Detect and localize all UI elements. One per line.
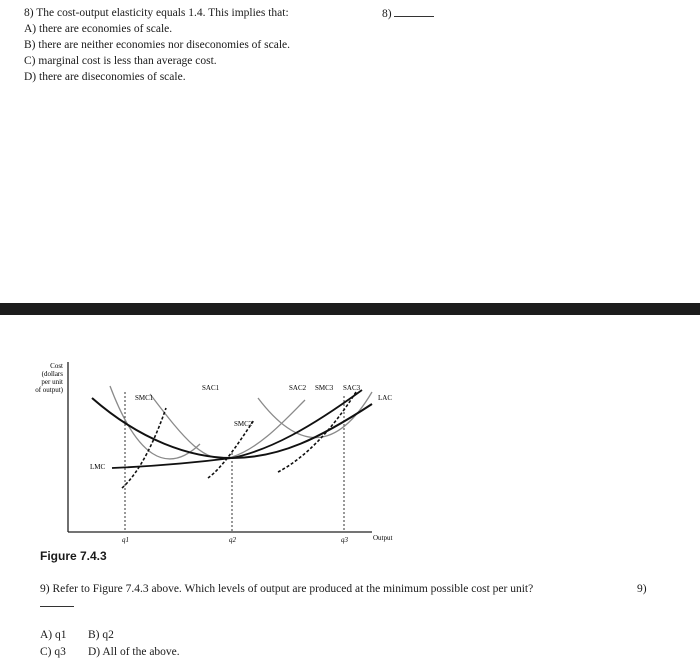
question-9-option-d: D) All of the above.: [88, 646, 180, 658]
question-9-stem: 9) Refer to Figure 7.4.3 above. Which levels of output are produced at the minimum possible cost per unit?: [40, 583, 534, 595]
question-8-option-c: C) marginal cost is less than average cost.: [24, 55, 217, 67]
sac1-label: SAC1: [202, 384, 220, 392]
sac3-label: SAC3: [343, 384, 361, 392]
tick-q2: q2: [229, 536, 236, 544]
tick-q1: q1: [122, 536, 129, 544]
question-9-option-a: A) q1: [40, 629, 67, 641]
question-9-option-c: C) q3: [40, 646, 66, 658]
lac-label: LAC: [378, 394, 392, 402]
y-axis-label-line3: per unit: [41, 378, 63, 386]
figure-caption: Figure 7.4.3: [40, 549, 107, 563]
question-8-option-a: A) there are economies of scale.: [24, 23, 173, 35]
question-9-number-tag: 9): [637, 583, 647, 595]
smc2-curve: [208, 420, 254, 478]
page-divider: [0, 303, 700, 315]
question-8-answer-slot: [382, 6, 434, 22]
question-8-number-tag: 8): [382, 8, 392, 20]
y-axis-label-line2: (dollars: [41, 370, 63, 378]
x-axis-label: Output: [373, 534, 393, 542]
y-axis-label-line4: of output): [35, 386, 63, 394]
lac-curve: [92, 398, 372, 458]
lmc-label: LMC: [90, 463, 106, 471]
cost-curves-figure: [0, 340, 700, 560]
y-axis-label-line1: Cost: [50, 362, 63, 370]
question-8-option-d: D) there are diseconomies of scale.: [24, 71, 186, 83]
tick-q3: q3: [341, 536, 348, 544]
question-8-option-b: B) there are neither economies nor diseconomies of scale.: [24, 39, 290, 51]
sac2-curve: [150, 394, 305, 458]
answer-blank[interactable]: [394, 6, 434, 17]
smc1-curve: [122, 408, 166, 488]
smc1-label: SMC1: [135, 394, 154, 402]
smc3-label: SMC3: [315, 384, 334, 392]
sac2-label: SAC2: [289, 384, 307, 392]
answer-blank[interactable]: [40, 606, 74, 607]
question-8-stem: 8) The cost-output elasticity equals 1.4. This implies that:: [24, 7, 289, 19]
smc2-label: SMC2: [234, 420, 253, 428]
question-9-option-b: B) q2: [88, 629, 114, 641]
